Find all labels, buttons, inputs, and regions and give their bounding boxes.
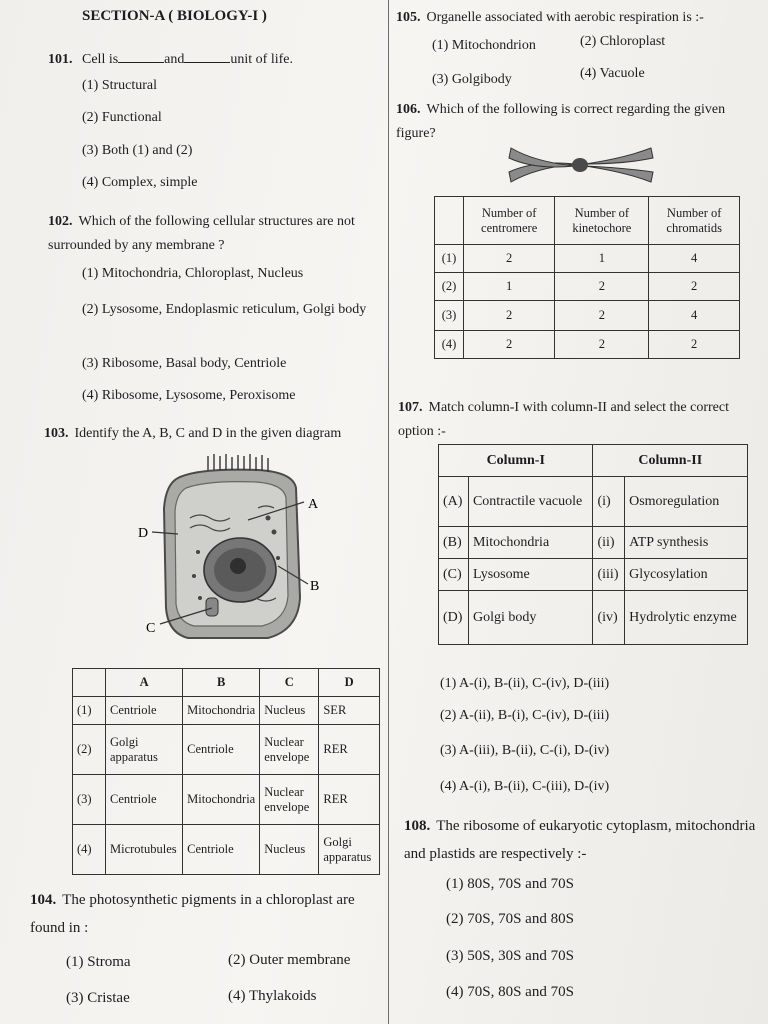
question-text: Which of the following is correct regarding the given figure?	[396, 102, 726, 141]
table-cell: 2	[649, 273, 740, 301]
table-cell: Mitochondria	[468, 527, 593, 559]
option[interactable]: (2) Chloroplast	[580, 34, 666, 49]
option[interactable]: (2) Functional	[82, 110, 162, 125]
table-cell: Nuclear envelope	[260, 725, 319, 775]
question-105	[396, 6, 756, 30]
option[interactable]: (2) 70S, 70S and 80S	[446, 911, 574, 927]
table-cell: 2	[464, 301, 555, 331]
table-header: Number of kinetochore	[555, 197, 649, 245]
table-cell: 2	[555, 273, 649, 301]
option[interactable]: (4) Ribosome, Lysosome, Peroxisome	[82, 388, 296, 403]
table-cell: (D)	[439, 591, 469, 645]
table-cell: (2)	[435, 273, 464, 301]
table-cell: ATP synthesis	[625, 527, 748, 559]
label-c: C	[146, 621, 156, 636]
option[interactable]: (1) Stroma	[66, 954, 131, 970]
table-cell: 2	[555, 301, 649, 331]
animal-cell-diagram	[128, 448, 358, 648]
table-cell: (1)	[73, 697, 106, 725]
table-header: D	[319, 669, 380, 697]
question-101	[48, 48, 378, 72]
match-table-107	[438, 444, 748, 645]
table-cell: (3)	[435, 301, 464, 331]
question-106	[396, 98, 736, 146]
table-cell: Nucleus	[260, 825, 319, 875]
table-header	[73, 669, 106, 697]
question-108	[404, 812, 758, 868]
option[interactable]: (3) Both (1) and (2)	[82, 143, 193, 158]
question-text: The photosynthetic pigments in a chloroplast are found in :	[30, 892, 355, 936]
table-cell: (i)	[593, 477, 625, 527]
table-cell: (4)	[73, 825, 106, 875]
table-cell: Lysosome	[468, 559, 593, 591]
option[interactable]: (3) Ribosome, Basal body, Centriole	[82, 356, 287, 371]
table-cell: (2)	[73, 725, 106, 775]
table-cell: (ii)	[593, 527, 625, 559]
option[interactable]: (1) 80S, 70S and 70S	[446, 876, 574, 892]
table-row	[73, 825, 380, 875]
table-row	[73, 725, 380, 775]
table-cell: Osmoregulation	[625, 477, 748, 527]
table-cell: (B)	[439, 527, 469, 559]
question-107	[398, 396, 746, 444]
option[interactable]: (1) A-(i), B-(ii), C-(iv), D-(iii)	[440, 676, 610, 691]
label-d: D	[138, 526, 149, 541]
question-number: 101.	[48, 52, 73, 67]
option[interactable]: (1) Mitochondria, Chloroplast, Nucleus	[82, 266, 304, 281]
question-number: 102.	[48, 214, 73, 229]
chromosome-figure	[505, 142, 655, 188]
option[interactable]: (2) A-(ii), B-(i), C-(iv), D-(iii)	[440, 708, 610, 723]
answer-table-103	[72, 668, 380, 875]
question-text-part: Cell is	[82, 52, 119, 67]
table-header: Number of chromatids	[649, 197, 740, 245]
table-header: A	[106, 669, 183, 697]
question-number: 103.	[44, 426, 69, 441]
table-cell: 4	[649, 245, 740, 273]
section-title: SECTION-A ( BIOLOGY-I )	[82, 8, 267, 24]
question-number: 107.	[398, 400, 423, 415]
label-b: B	[310, 579, 320, 594]
table-row	[435, 245, 740, 273]
column-divider	[388, 0, 389, 1024]
table-cell: Nucleus	[260, 697, 319, 725]
table-cell: Contractile vacuole	[468, 477, 593, 527]
table-cell: SER	[319, 697, 380, 725]
answer-table-106	[434, 196, 740, 359]
table-row	[439, 477, 748, 527]
option[interactable]: (1) Mitochondrion	[432, 38, 536, 53]
question-number: 106.	[396, 102, 421, 117]
table-cell: (C)	[439, 559, 469, 591]
table-header: B	[183, 669, 260, 697]
table-row	[439, 527, 748, 559]
label-a: A	[308, 497, 319, 512]
table-cell: 2	[464, 331, 555, 359]
option[interactable]: (4) Thylakoids	[228, 988, 317, 1004]
question-number: 104.	[30, 892, 57, 908]
option[interactable]: (3) Golgibody	[432, 72, 512, 87]
column-header: Column-I	[439, 445, 593, 477]
option[interactable]: (3) 50S, 30S and 70S	[446, 948, 574, 964]
column-header: Column-II	[593, 445, 748, 477]
table-cell: 1	[555, 245, 649, 273]
table-cell: Golgi body	[468, 591, 593, 645]
table-header: Number of centromere	[464, 197, 555, 245]
table-cell: Centriole	[183, 725, 260, 775]
table-cell: Centriole	[106, 775, 183, 825]
table-cell: (A)	[439, 477, 469, 527]
table-cell: (3)	[73, 775, 106, 825]
blank-line	[184, 50, 230, 63]
table-row	[435, 273, 740, 301]
table-row	[435, 331, 740, 359]
question-text: Which of the following cellular structures are not surrounded by any membrane ?	[48, 214, 355, 253]
question-text: Organelle associated with aerobic respiration is :-	[426, 10, 704, 25]
option[interactable]: (3) Cristae	[66, 990, 130, 1006]
option[interactable]: (2) Outer membrane	[228, 952, 351, 968]
table-cell: RER	[319, 775, 380, 825]
table-cell: (iii)	[593, 559, 625, 591]
table-cell: 4	[649, 301, 740, 331]
question-number: 105.	[396, 10, 421, 25]
blank-line	[118, 50, 164, 63]
table-cell: Microtubules	[106, 825, 183, 875]
option[interactable]: (4) 70S, 80S and 70S	[446, 984, 574, 1000]
question-text: Match column-I with column-II and select the correct option :-	[398, 400, 729, 439]
question-104	[30, 886, 382, 942]
option[interactable]: (4) Complex, simple	[82, 175, 198, 190]
table-cell: 2	[555, 331, 649, 359]
table-row	[73, 775, 380, 825]
table-cell: Hydrolytic enzyme	[625, 591, 748, 645]
question-text: The ribosome of eukaryotic cytoplasm, mitochondria and plastids are respectively :-	[404, 818, 756, 862]
table-header: C	[260, 669, 319, 697]
table-cell: Mitochondria	[183, 697, 260, 725]
option[interactable]: (1) Structural	[82, 78, 158, 93]
option[interactable]: (3) A-(iii), B-(ii), C-(i), D-(iv)	[440, 743, 610, 758]
table-cell: Mitochondria	[183, 775, 260, 825]
table-row	[435, 301, 740, 331]
table-header	[435, 197, 464, 245]
option[interactable]: (2) Lysosome, Endoplasmic reticulum, Golgi body	[82, 302, 367, 317]
table-cell: Nuclear envelope	[260, 775, 319, 825]
table-row	[73, 697, 380, 725]
table-row	[439, 591, 748, 645]
table-cell: (1)	[435, 245, 464, 273]
table-row	[439, 559, 748, 591]
table-cell: RER	[319, 725, 380, 775]
table-cell: Centriole	[183, 825, 260, 875]
table-cell: (iv)	[593, 591, 625, 645]
table-cell: (4)	[435, 331, 464, 359]
table-cell: 2	[464, 245, 555, 273]
table-cell: Golgi apparatus	[106, 725, 183, 775]
question-text-part: and	[164, 52, 185, 67]
table-cell: 1	[464, 273, 555, 301]
option[interactable]: (4) A-(i), B-(ii), C-(iii), D-(iv)	[440, 779, 610, 794]
question-text: Identify the A, B, C and D in the given diagram	[74, 426, 342, 441]
question-102	[48, 210, 380, 258]
question-number: 108.	[404, 818, 431, 834]
table-cell: Golgi apparatus	[319, 825, 380, 875]
table-cell: Centriole	[106, 697, 183, 725]
table-cell: Glycosylation	[625, 559, 748, 591]
question-text-part: unit of life.	[230, 52, 293, 67]
table-cell: 2	[649, 331, 740, 359]
option[interactable]: (4) Vacuole	[580, 66, 645, 81]
question-103	[44, 422, 384, 446]
